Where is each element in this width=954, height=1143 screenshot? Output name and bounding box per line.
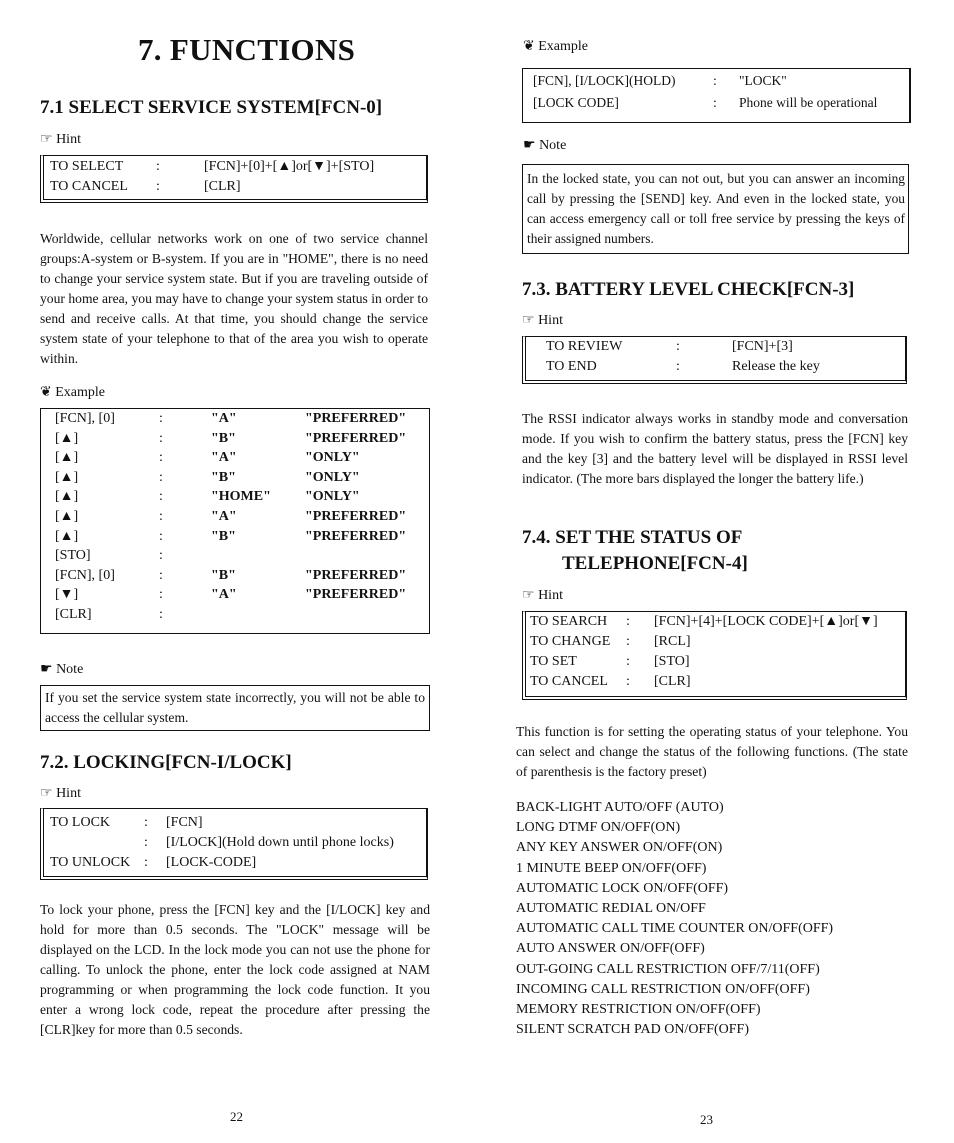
example-key: [FCN], [0]: [55, 567, 115, 583]
row-value: [LOCK-CODE]: [166, 855, 257, 870]
example-separator: :: [159, 450, 163, 466]
example-separator: :: [159, 607, 163, 622]
hint-label-7-2: ☞ Hint: [40, 786, 81, 801]
example-band: "B": [211, 528, 236, 544]
row-value: [RCL]: [654, 634, 691, 649]
note-label-7-1: ☛ Note: [40, 662, 84, 677]
example-key: [▲]: [55, 469, 79, 485]
example-label-7-1: ❦ Example: [40, 385, 105, 400]
row-separator: :: [156, 159, 160, 174]
row-key: TO CHANGE: [530, 634, 611, 649]
example-mode: "PREFERRED": [305, 509, 407, 524]
row-separator: :: [144, 815, 148, 830]
hint-label-7-3: ☞ Hint: [522, 313, 563, 328]
row-value: "LOCK": [739, 73, 787, 88]
row-separator: :: [713, 95, 717, 110]
example-band: "A": [211, 411, 237, 426]
row-separator: :: [144, 835, 148, 850]
page-title: 7. FUNCTIONS: [138, 32, 356, 67]
row-separator: :: [626, 674, 630, 689]
section-7-4-heading-line2: TELEPHONE[FCN-4]: [562, 553, 748, 574]
pointer-icon: ☞: [40, 132, 57, 147]
row-key: TO SEARCH: [530, 614, 608, 629]
row-key: TO UNLOCK: [50, 855, 131, 870]
row-separator: :: [144, 855, 148, 870]
pointer-icon: ☛: [523, 138, 540, 153]
hint-label-7-1: ☞ Hint: [40, 132, 81, 147]
function-item: AUTOMATIC LOCK ON/OFF(OFF): [516, 880, 729, 896]
hint-box-7-4: [522, 611, 907, 700]
example-separator: :: [159, 430, 163, 446]
row-separator: :: [626, 654, 630, 669]
row-key: TO LOCK: [50, 815, 111, 830]
row-separator: :: [676, 339, 680, 354]
example-key: [▲]: [55, 528, 79, 544]
function-item: AUTOMATIC CALL TIME COUNTER ON/OFF(OFF): [516, 921, 834, 937]
hint-label-7-4: ☞ Hint: [522, 588, 563, 603]
example-separator: :: [159, 587, 163, 603]
row-value: [FCN]: [166, 815, 203, 830]
note-box-7-1: [40, 685, 430, 731]
example-band: "A": [211, 509, 237, 524]
example-mode: "ONLY": [305, 489, 360, 505]
function-item: INCOMING CALL RESTRICTION ON/OFF(OFF): [516, 981, 810, 997]
row-value: [FCN]+[0]+[▲]or[▼]+[STO]: [204, 159, 375, 174]
example-box-lock: [522, 68, 911, 123]
example-band: "A": [211, 587, 237, 603]
example-key: [STO]: [55, 548, 91, 564]
row-value: [CLR]: [654, 674, 691, 689]
example-separator: :: [159, 489, 163, 505]
example-band: "HOME": [211, 489, 271, 505]
pointer-icon: ☞: [40, 786, 57, 801]
row-key: TO SET: [530, 654, 577, 669]
page-number-right: 23: [700, 1112, 713, 1127]
example-band: "A": [211, 450, 237, 466]
row-key: [LOCK CODE]: [533, 95, 619, 110]
example-band: "B": [211, 567, 236, 583]
note-text-lock: In the locked state, you can not out, but you can answer an incoming call by pressing the [SEND] key. And even in the locked state, you can access emergency call or toll free service by pressing the keys of their assigned numbers.: [527, 171, 905, 246]
example-separator: :: [159, 528, 163, 544]
page-number-left: 22: [230, 1109, 243, 1124]
section-7-1-heading: 7.1 SELECT SERVICE SYSTEM[FCN-0]: [40, 97, 383, 118]
example-mode: "PREFERRED": [305, 567, 407, 583]
example-key: [▼]: [55, 587, 79, 603]
row-key: TO REVIEW: [546, 339, 623, 354]
function-item: BACK-LIGHT AUTO/OFF (AUTO): [516, 800, 724, 815]
example-mode: "PREFERRED": [305, 587, 407, 603]
example-band: "B": [211, 430, 236, 446]
example-separator: :: [159, 411, 163, 426]
row-separator: :: [626, 634, 630, 649]
note-label-lock: ☛ Note: [523, 138, 567, 153]
row-key: TO SELECT: [50, 159, 124, 174]
row-value: Phone will be operational: [739, 95, 878, 110]
example-separator: :: [159, 509, 163, 524]
row-separator: :: [676, 359, 680, 374]
row-value: [FCN]+[3]: [732, 339, 793, 354]
example-key: [▲]: [55, 430, 79, 446]
pointer-icon: ☞: [522, 588, 539, 603]
hint-box-7-2: [40, 808, 428, 880]
example-mode: "ONLY": [305, 469, 360, 485]
service-system-paragraph: Worldwide, cellular networks work on one of two service channel groups:A-system or B-system. If you are in "HOME", there is no need to change your service system state. But if you are traveling outside of your home area, you may have to change your system status in order to send and receive calls. At that time, you should change the service system state of your telephone to that of the area you wish to operate within.: [40, 231, 428, 366]
locking-paragraph: To lock your phone, press the [FCN] key and the [I/LOCK] key and hold for more than 0.5 seconds. The "LOCK" message will be displayed on the LCD. In the lock mode you can not use the phone for calling. To unlock the phone, enter the lock code assigned at NAM programming or when programming the lock code function. It you enter a wrong lock code, repeat the procedure after pressing the [CLR]key for more than 0.5 seconds.: [40, 902, 430, 1037]
pointer-icon: ☛: [40, 662, 57, 677]
status-paragraph: This function is for setting the operating status of your telephone. You can select and change the status of the following functions. (The state of parenthesis is the factory preset): [516, 724, 908, 779]
example-key: [▲]: [55, 450, 79, 466]
example-mode: "PREFERRED": [305, 411, 407, 426]
example-key: [▲]: [55, 489, 79, 505]
pointer-icon: ☞: [522, 313, 539, 328]
section-7-3-heading: 7.3. BATTERY LEVEL CHECK[FCN-3]: [522, 279, 855, 300]
example-mode: "PREFERRED": [305, 528, 407, 544]
function-item: OUT-GOING CALL RESTRICTION OFF/7/11(OFF): [516, 961, 820, 977]
example-separator: :: [159, 567, 163, 583]
note-text-7-1: If you set the service system state incorrectly, you will not be able to access the cellular system.: [45, 690, 425, 725]
row-value: [CLR]: [204, 179, 241, 194]
example-key: [CLR]: [55, 607, 92, 622]
hint-box-7-3: [522, 336, 907, 384]
row-key: TO CANCEL: [50, 179, 128, 194]
row-key: TO END: [546, 359, 597, 374]
row-key: [FCN], [I/LOCK](HOLD): [533, 73, 676, 88]
row-value: Release the key: [732, 359, 820, 374]
example-box-7-1: [40, 408, 430, 634]
row-value: [FCN]+[4]+[LOCK CODE]+[▲]or[▼]: [654, 614, 878, 629]
row-key: TO CANCEL: [530, 674, 608, 689]
example-key: [FCN], [0]: [55, 411, 115, 426]
function-item: AUTOMATIC REDIAL ON/OFF: [516, 901, 706, 917]
function-item: ANY KEY ANSWER ON/OFF(ON): [516, 840, 723, 856]
row-value: [I/LOCK](Hold down until phone locks): [166, 835, 394, 850]
function-item: MEMORY RESTRICTION ON/OFF(OFF): [516, 1002, 761, 1018]
battery-paragraph: The RSSI indicator always works in standby mode and conversation mode. If you wish to confirm the battery status, press the [FCN] key and the key [3] and the battery level will be displayed in RSSI level indicator. (The more bars displayed the longer the battery life.): [522, 411, 908, 486]
example-key: [▲]: [55, 509, 79, 524]
function-list: [516, 798, 906, 1040]
section-7-4-heading-line1: 7.4. SET THE STATUS OF: [522, 527, 743, 548]
row-separator: :: [626, 614, 630, 629]
function-item: SILENT SCRATCH PAD ON/OFF(OFF): [516, 1022, 750, 1038]
note-box-lock: [522, 164, 909, 254]
hint-box-7-1: [40, 155, 428, 203]
example-separator: :: [159, 548, 163, 564]
example-icon: ❦: [523, 39, 539, 54]
row-separator: :: [156, 179, 160, 194]
example-mode: "ONLY": [305, 450, 360, 466]
example-label-lock: ❦ Example: [523, 39, 588, 54]
function-item: LONG DTMF ON/OFF(ON): [516, 820, 681, 836]
row-value: [STO]: [654, 654, 690, 669]
example-icon: ❦: [40, 385, 56, 400]
row-separator: :: [713, 73, 717, 88]
section-7-2-heading: 7.2. LOCKING[FCN-I/LOCK]: [40, 752, 292, 773]
example-band: "B": [211, 469, 236, 485]
example-mode: "PREFERRED": [305, 430, 407, 446]
function-item: AUTO ANSWER ON/OFF(OFF): [516, 941, 705, 957]
function-item: 1 MINUTE BEEP ON/OFF(OFF): [516, 860, 707, 876]
example-separator: :: [159, 469, 163, 485]
